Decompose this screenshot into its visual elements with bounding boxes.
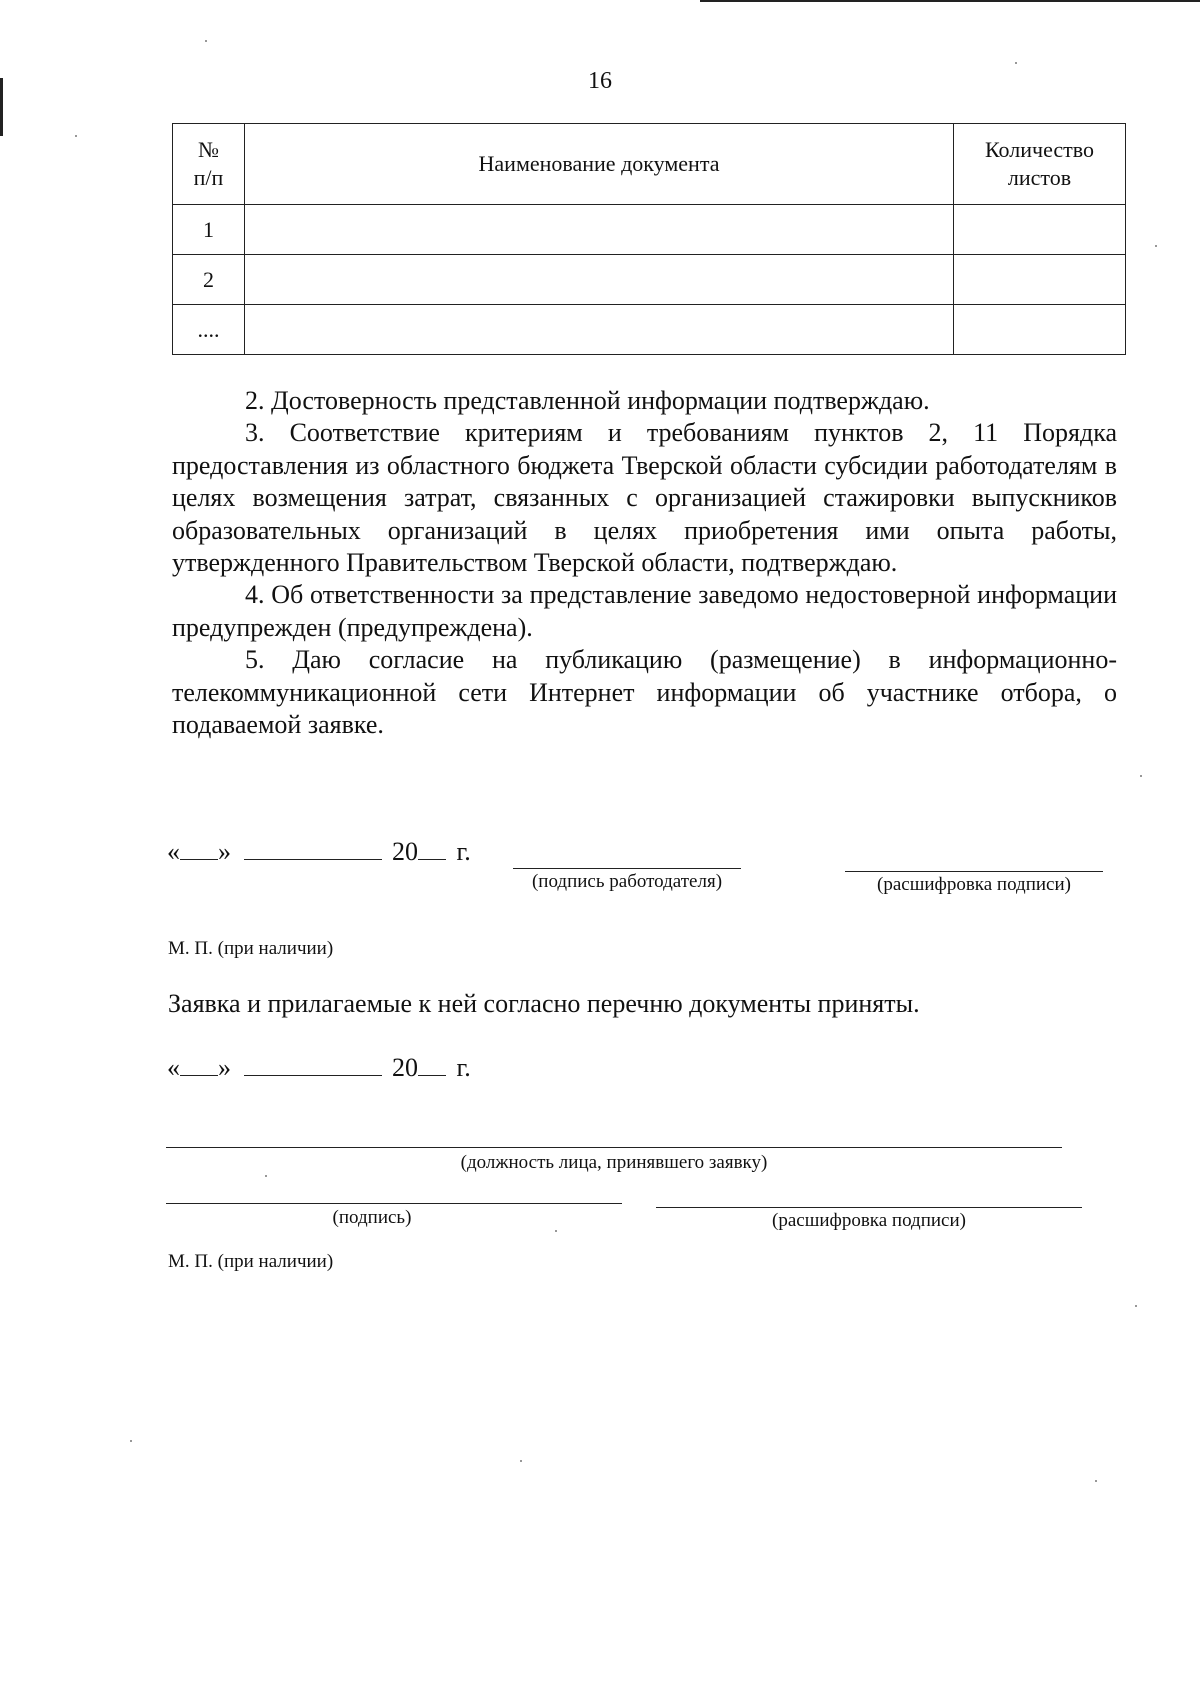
header-document-name: Наименование документа — [245, 124, 954, 205]
employer-decoding-caption: (расшифровка подписи) — [877, 874, 1071, 895]
day-blank[interactable] — [180, 1055, 218, 1076]
year-blank[interactable] — [418, 839, 446, 860]
scan-edge-top — [700, 0, 1200, 2]
month-blank[interactable] — [244, 839, 382, 860]
month-blank[interactable] — [244, 1055, 382, 1076]
scan-speck — [1135, 1305, 1137, 1307]
scan-speck — [1015, 62, 1017, 64]
paragraph-2: 2. Достоверность представленной информации подтверждаю. — [245, 386, 930, 415]
year-prefix: 20 — [392, 1053, 418, 1082]
header-qty-line1: Количество — [984, 137, 1095, 162]
row-number: .... — [173, 305, 245, 355]
document-list-table — [172, 123, 1126, 355]
acceptor-signature-caption: (подпись) — [332, 1207, 412, 1228]
row-sheet-count — [954, 205, 1126, 255]
position-line[interactable] — [166, 1147, 1062, 1148]
table-row — [173, 205, 1126, 255]
scan-speck — [1140, 775, 1142, 777]
row-document-name — [245, 205, 954, 255]
acceptor-decoding-line[interactable] — [656, 1207, 1082, 1208]
date-quote-open: « — [167, 837, 180, 866]
scan-speck — [1095, 1480, 1097, 1482]
paragraph-3: 3. Соответствие критериям и требованиям пунктов 2, 11 Порядка предоставления из областного бюджета Тверской области субсидии работодателям в целях возмещения затрат, связанных с организацией стажировки выпускников образовательных организаций в целях приобретения ими опыта работы, утвержденного Правительством Тверской области, подтверждаю. — [172, 418, 1117, 578]
row-document-name — [245, 255, 954, 305]
employer-signature-caption: (подпись работодателя) — [531, 871, 723, 892]
year-prefix: 20 — [392, 837, 418, 866]
acceptor-decoding-caption: (расшифровка подписи) — [772, 1210, 966, 1231]
acceptance-statement: Заявка и прилагаемые к ней согласно перечню документы приняты. — [168, 989, 920, 1018]
date-quote-open: « — [167, 1053, 180, 1082]
employer-signature-line[interactable] — [513, 868, 741, 869]
stamp-note: М. П. (при наличии) — [168, 1251, 334, 1272]
scan-speck — [205, 40, 207, 42]
row-number: 2 — [173, 255, 245, 305]
day-blank[interactable] — [180, 839, 218, 860]
page-number: 16 — [588, 68, 612, 94]
scan-speck — [555, 1230, 557, 1232]
scan-speck — [265, 1175, 267, 1177]
table-header-row — [173, 124, 1126, 205]
position-caption: (должность лица, принявшего заявку) — [460, 1152, 768, 1173]
acceptor-signature-line[interactable] — [166, 1203, 622, 1204]
declaration-text — [172, 385, 1117, 741]
header-sheet-count — [954, 124, 1126, 205]
table-row — [173, 305, 1126, 355]
scan-speck — [130, 1440, 132, 1442]
row-document-name — [245, 305, 954, 355]
header-number-line2: п/п — [193, 165, 224, 190]
paragraph-5: 5. Даю согласие на публикацию (размещение) в информационно-телекоммуникационной сети Интернет информации об участнике отбора, о подаваемой заявке. — [172, 645, 1117, 740]
scan-speck — [75, 135, 77, 137]
year-suffix: г. — [456, 837, 471, 866]
header-qty-line2: листов — [1007, 165, 1072, 190]
year-blank[interactable] — [418, 1055, 446, 1076]
applicant-date-field — [167, 837, 471, 867]
year-suffix: г. — [456, 1053, 471, 1082]
row-number: 1 — [173, 205, 245, 255]
paragraph-4: 4. Об ответственности за представление заведомо недостоверной информации предупрежден (предупреждена). — [172, 580, 1117, 642]
row-sheet-count — [954, 255, 1126, 305]
employer-decoding-line[interactable] — [845, 871, 1103, 872]
row-sheet-count — [954, 305, 1126, 355]
date-quote-close: » — [218, 1053, 231, 1082]
scan-speck — [520, 1460, 522, 1462]
scan-speck — [1155, 245, 1157, 247]
date-quote-close: » — [218, 837, 231, 866]
table-row — [173, 255, 1126, 305]
acceptance-date-field — [167, 1053, 471, 1083]
stamp-note: М. П. (при наличии) — [168, 938, 334, 959]
header-number-line1: № — [198, 137, 219, 162]
header-number — [173, 124, 245, 205]
